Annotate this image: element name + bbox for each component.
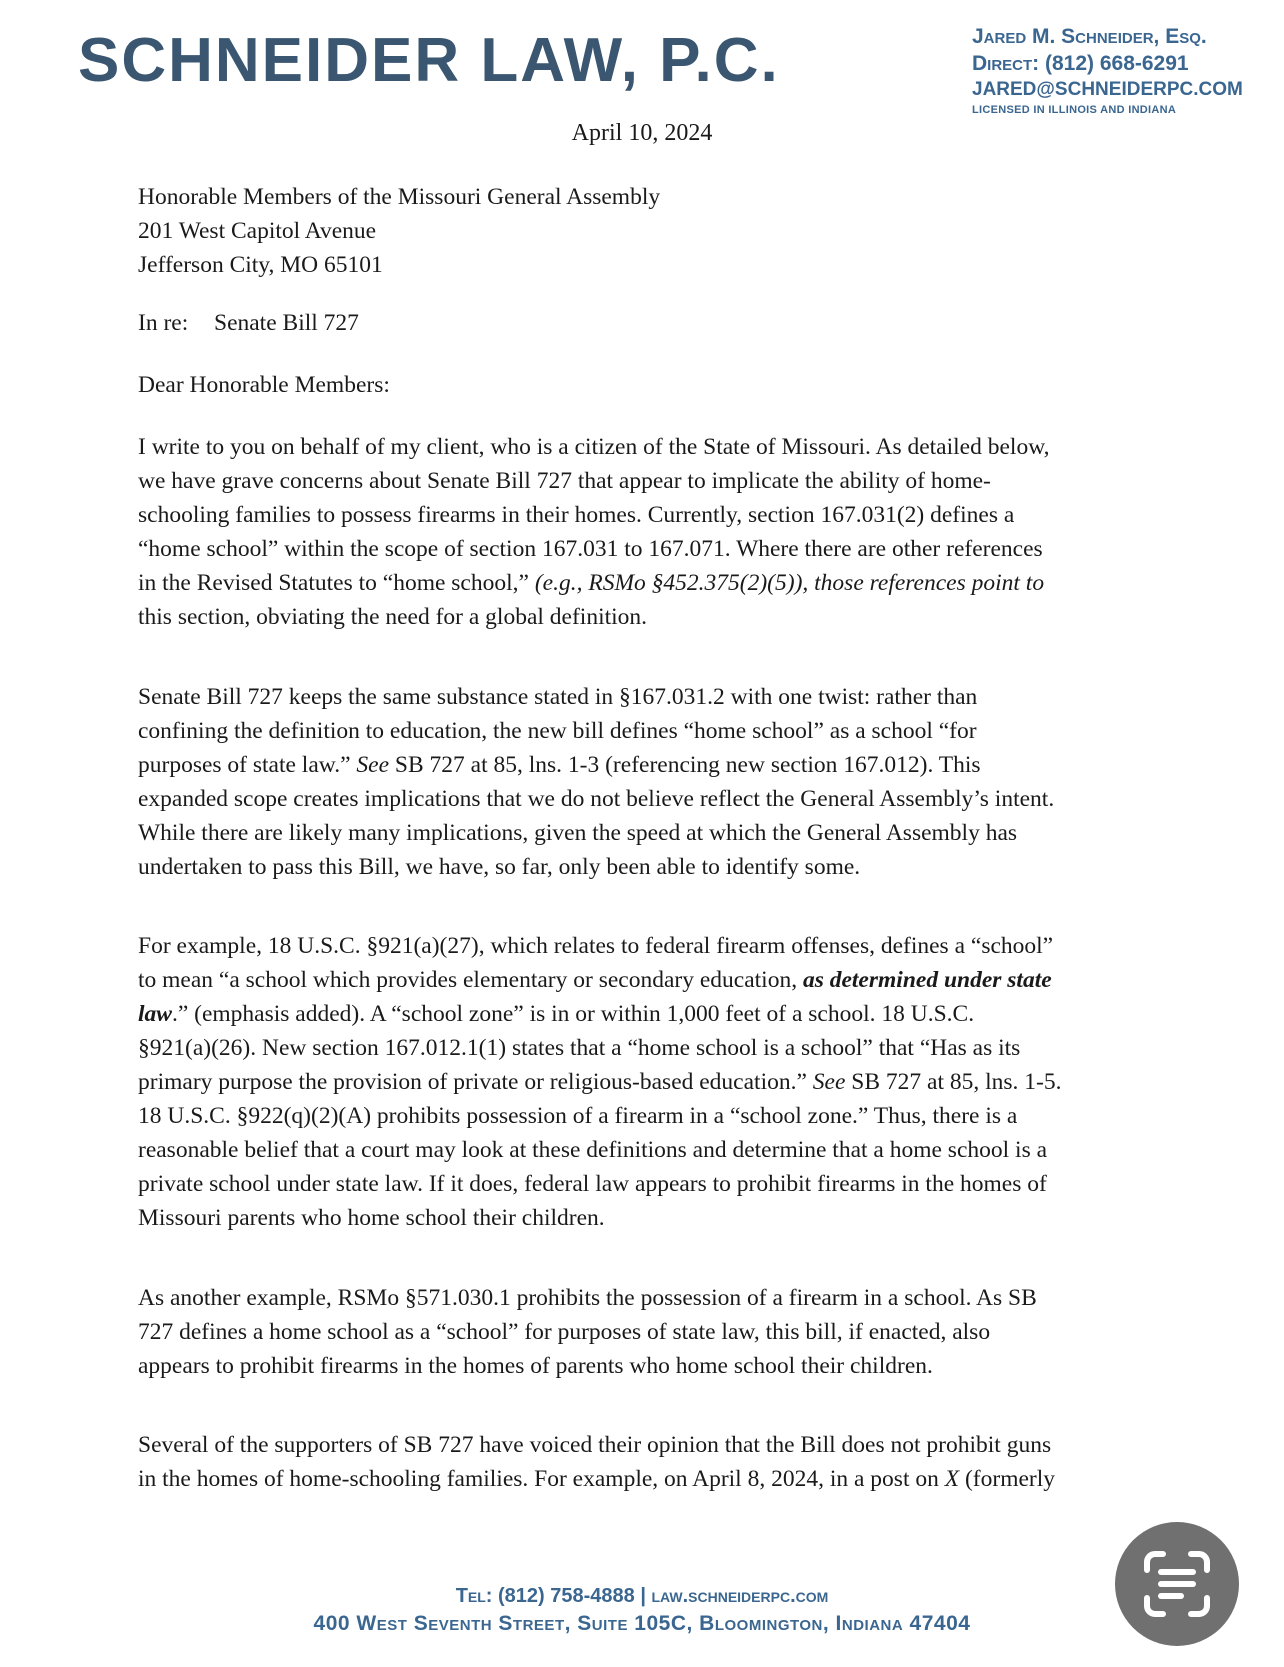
paragraph-line: Missouri parents who home school their children.	[138, 1205, 605, 1231]
paragraph-line: schooling families to possess firearms in their homes. Currently, section 167.031(2) defines a	[138, 502, 1015, 528]
paragraph-line: While there are likely many implications, given the speed at which the General Assembly has	[138, 820, 1018, 846]
paragraph-line: appears to prohibit firearms in the homes of parents who home school their children.	[138, 1353, 933, 1379]
license-note: LICENSED IN ILLINOIS AND INDIANA	[972, 104, 1177, 116]
text-run: SB 727 at 85, lns. 1-3 (referencing new section 167.012). This	[389, 752, 981, 778]
paragraph-line	[138, 1065, 1148, 1099]
paragraph-line: §921(a)(26). New section 167.012.1(1) states that a “home school is a school” that “Has as its	[138, 1035, 1021, 1061]
citation-run: (e.g., RSMo §452.375(2)(5)), those references point to	[534, 570, 1045, 596]
paragraph-line: “home school” within the scope of section 167.031 to 167.071. Where there are other references	[138, 536, 1043, 562]
paragraph-line	[138, 963, 1148, 997]
paragraph-1	[138, 430, 1148, 634]
emphasis-run: as determined under state	[802, 967, 1052, 993]
paragraph-line	[138, 1462, 1148, 1496]
re-subject: Senate Bill 727	[214, 310, 359, 336]
paragraph-line	[138, 566, 1148, 600]
platform-name: X	[944, 1466, 960, 1492]
re-label: In re:	[138, 310, 189, 336]
paragraph-line: private school under state law. If it does, federal law appears to prohibit firearms in the homes of	[138, 1171, 1047, 1197]
paragraph-line: For example, 18 U.S.C. §921(a)(27), which relates to federal firearm offenses, defines a “school”	[138, 933, 1054, 959]
firm-name: SCHNEIDER LAW, P.C.	[78, 26, 780, 95]
attorney-name: Jared M. Schneider, Esq.	[972, 25, 1207, 48]
text-run: purposes of state law.”	[138, 752, 357, 778]
paragraph-line: confining the definition to education, the new bill defines “home school” as a school “for	[138, 718, 977, 744]
text-scan-button[interactable]	[1115, 1522, 1239, 1646]
paragraph-line: this section, obviating the need for a global definition.	[138, 604, 648, 630]
text-run: in the Revised Statutes to “home school,”	[138, 570, 535, 596]
paragraph-line: I write to you on behalf of my client, who is a citizen of the State of Missouri. As detailed below,	[138, 434, 1050, 460]
text-scan-icon	[1115, 1522, 1239, 1646]
direct-phone: Direct: (812) 668-6291	[972, 52, 1189, 75]
email-address: JARED@SCHNEIDERPC.COM	[972, 79, 1243, 100]
paragraph-2	[138, 680, 1148, 884]
text-run: in the homes of home-schooling families. For example, on April 8, 2024, in a post on	[138, 1466, 945, 1492]
paragraph-line: As another example, RSMo §571.030.1 prohibits the possession of a firearm in a school. As SB	[138, 1285, 1037, 1311]
text-run: SB 727 at 85, lns. 1-5.	[845, 1069, 1062, 1095]
paragraph-line	[138, 748, 1148, 782]
paragraph-line: 18 U.S.C. §922(q)(2)(A) prohibits possession of a firearm in a “school zone.” Thus, there is a	[138, 1103, 1018, 1129]
address-line: 201 West Capitol Avenue	[138, 218, 377, 244]
paragraph-line: Several of the supporters of SB 727 have voiced their opinion that the Bill does not prohibit guns	[138, 1432, 1052, 1458]
see-signal: See	[356, 752, 390, 778]
paragraph-line	[138, 997, 1148, 1031]
recipient-address	[138, 180, 1148, 282]
paragraph-3	[138, 929, 1148, 1235]
paragraph-line: expanded scope creates implications that we do not believe reflect the General Assembly’s intent.	[138, 786, 1055, 812]
paragraph-line: reasonable belief that a court may look at these definitions and determine that a home school is a	[138, 1137, 1048, 1163]
re-line	[138, 306, 1148, 340]
see-signal: See	[812, 1069, 846, 1095]
paragraph-5	[138, 1428, 1148, 1496]
paragraph-line: undertaken to pass this Bill, we have, so far, only been able to identify some.	[138, 854, 861, 880]
text-run: (formerly	[959, 1466, 1056, 1492]
footer-address: 400 West Seventh Street, Suite 105C, Bloomington, Indiana 47404	[313, 1612, 971, 1635]
paragraph-4	[138, 1281, 1148, 1383]
address-line: Jefferson City, MO 65101	[138, 252, 383, 278]
contact-block	[972, 24, 1272, 118]
letter-date: April 10, 2024	[571, 120, 713, 146]
paragraph-line: we have grave concerns about Senate Bill 727 that appear to implicate the ability of home-	[138, 468, 991, 494]
paragraph-line: Senate Bill 727 keeps the same substance stated in §167.031.2 with one twist: rather than	[138, 684, 978, 710]
emphasis-run: law	[138, 1001, 172, 1027]
paragraph-line: 727 defines a home school as a “school” for purposes of state law, this bill, if enacted, also	[138, 1319, 991, 1345]
text-run: to mean “a school which provides elementary or secondary education,	[138, 967, 803, 993]
text-run: .” (emphasis added). A “school zone” is in or within 1,000 feet of a school. 18 U.S.C.	[171, 1001, 975, 1027]
footer-contact: Tel: (812) 758-4888 | law.schneiderpc.com	[455, 1585, 829, 1607]
text-run: primary purpose the provision of private or religious-based education.”	[138, 1069, 813, 1095]
salutation: Dear Honorable Members:	[138, 372, 390, 398]
address-line: Honorable Members of the Missouri General Assembly	[138, 184, 661, 210]
